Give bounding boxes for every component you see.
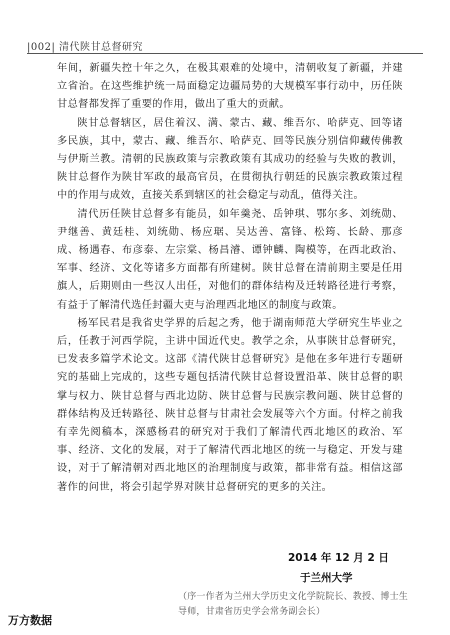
signature-date: 2014 年 12 月 2 日 [288, 552, 389, 564]
paragraph-4: 杨军民君是我省史学界的后起之秀，他于湖南师范大学研究生毕业之后，任教于河西学院，主讲中国近代史。教学之余，从事陕甘总督研究，已发表多篇学术论文。这部《清代陕甘总督研究》是他在多年进行专题研究的基础上完成的，这些专题包括清代陕甘总督设置沿革、陕甘总督的职掌与权力、陕甘总督与西北边防、陕甘总督与民族宗教问题、陕甘总督的群体结构及迁转路径、陕甘总督与甘肃社会发展等六个方面。付梓之前我有幸先阅稿本，深感杨君的研究对于我们了解清代西北地区的政治、军事、经济、文化的发展，对于了解清代西北地区的统一与稳定、开发与建设，对于了解清朝对西北地区的治理制度与政策，都非常有益。相信这部著作的问世，将会引起学界对陕甘总督研究的更多的关注。 [57, 317, 403, 493]
author-note: （序一作者为兰州大学历史文化学院院长、教授、博士生导师，甘肃省历史学会常务副会长） [178, 592, 409, 617]
running-header: |002| 清代陕甘总督研究 [27, 42, 144, 53]
signature-place: 于兰州大学 [300, 572, 353, 584]
header-rule [27, 53, 423, 54]
paragraph-2: 陕甘总督辖区，居住着汉、满、蒙古、藏、维吾尔、哈萨克、回等诸多民族，其中，蒙古、藏、维吾尔、哈萨克、回等民族分别信仰藏传佛教与伊斯兰教。清朝的民族政策与宗教政策有其成功的经验与失败的教训，陕甘总督作为陕甘军政的最高官员，在贯彻执行朝廷的民族宗教政策过程中的作用与成效，直接关系到辖区的社会稳定与动乱，值得关注。 [57, 117, 403, 202]
article-body [57, 60, 403, 497]
publisher-watermark: 万方数据 [8, 614, 52, 627]
paragraph-1: 年间，新疆失控十年之久，在极其艰难的处境中，清朝收复了新疆，并建立省治。在这些维护统一局面稳定边疆局势的大规模军事行动中，历任陕甘总督都发挥了重要的作用，做出了重大的贡献。 [57, 63, 403, 111]
paragraph-3: 清代历任陕甘总督多有能员，如年羹尧、岳钟琪、鄂尔多、刘统勋、尹继善、黄廷桂、刘统勋、杨应琚、吴达善、富锋、松筠、长龄、那彦成、杨遇春、布彦泰、左宗棠、杨昌濬、谭钟麟、陶模等，在西北政治、军事、经济、文化等诸多方面都有所建树。陕甘总督在清前期主要是任用旗人，后期则由一些汉人出任，对他们的群体结构及迁转路径进行考察，有益于了解清代选任封疆大吏与治理西北地区的制度与政策。 [57, 208, 403, 311]
